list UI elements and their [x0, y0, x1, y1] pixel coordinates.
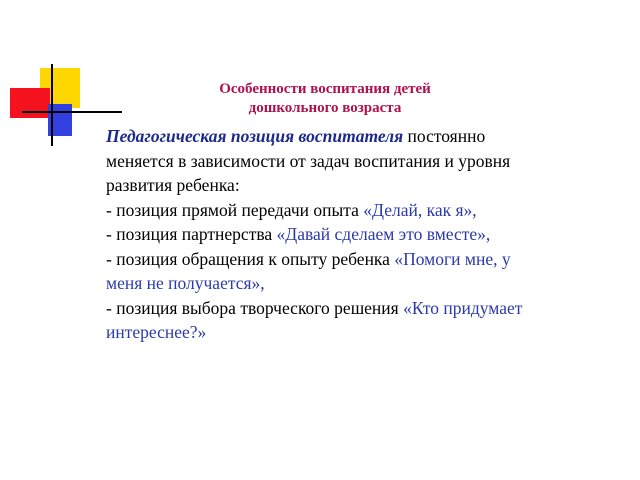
position-prefix: - позиция выбора творческого решения [106, 297, 404, 318]
position-quote: «Кто придумает интереснее?» [106, 297, 523, 342]
position-item [76, 198, 536, 223]
slide-title-line-1: Особенности воспитания детей [219, 81, 431, 97]
position-item [76, 247, 536, 296]
decorative-vertical-line [51, 64, 53, 146]
decorative-red-square [10, 88, 50, 118]
position-item [76, 296, 536, 345]
intro-emphasis: Педагогическая позиция воспитателя [106, 126, 404, 146]
intro-paragraph [76, 124, 536, 198]
position-prefix: - позиция партнерства [106, 224, 277, 244]
position-quote: «Помоги мне, у меня не получается», [106, 248, 511, 293]
position-prefix: - позиция прямой передачи опыта [106, 199, 364, 220]
intro-rest: постоянно меняется в зависимости от задач воспитания и уровня развития ребенка: [106, 126, 511, 195]
position-quote: «Делай, как я», [363, 199, 477, 220]
slide-title [140, 80, 510, 118]
position-prefix: - позиция обращения к опыту ребенка [106, 248, 395, 269]
slide-title-line-2: дошкольного возраста [248, 100, 402, 116]
slide-body [76, 124, 536, 345]
position-quote: «Давай сделаем это вместе», [276, 224, 491, 244]
position-item [76, 222, 536, 247]
decorative-horizontal-line [22, 111, 122, 113]
